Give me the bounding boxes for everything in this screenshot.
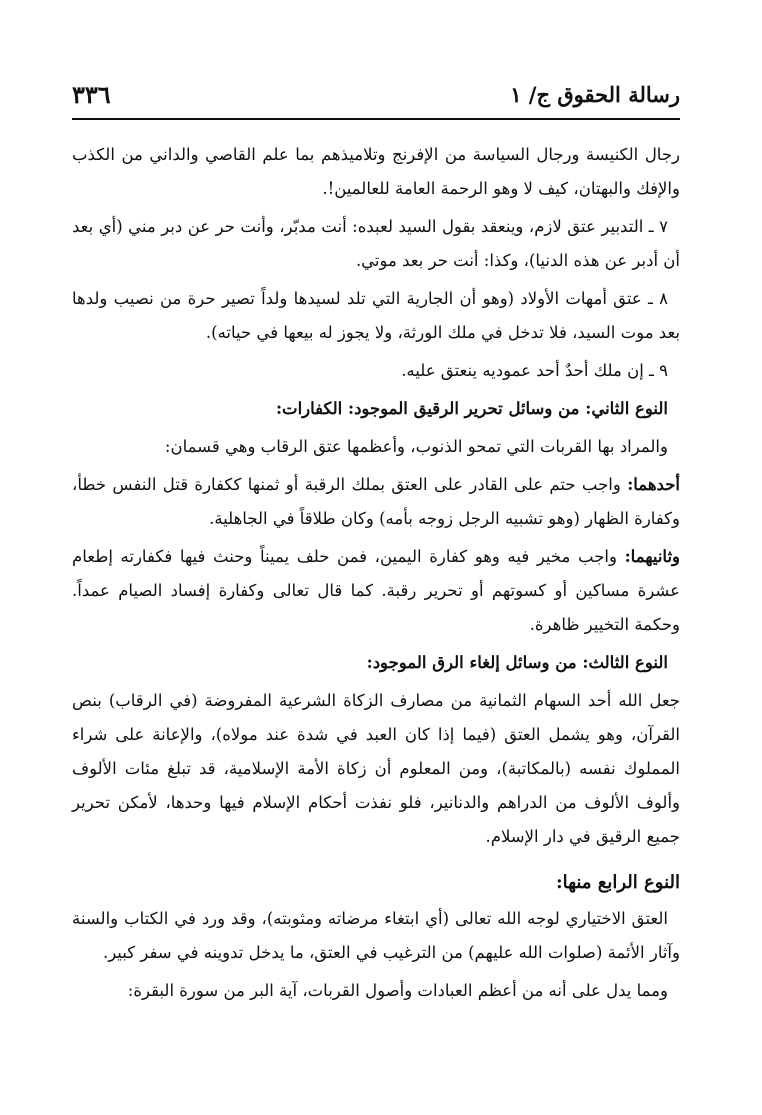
second-text: واجب مخير فيه وهو كفارة اليمين، فمن حلف يميناً وحنث فيها فكفارته إطعام عشرة مساكين أو كسوتهم أو تحرير رقبة. كما قال تعالى وكفارة إفساد الصيام عمداً. وحكمة التخيير ظاهرة. <box>72 547 680 634</box>
paragraph-item-9: ٩ ـ إن ملك أحدٌ أحد عموديه ينعتق عليه. <box>401 361 668 380</box>
page-header <box>72 74 680 114</box>
section-heading-type-3: النوع الثالث: من وسائل إلغاء الرق الموجود: <box>366 653 668 672</box>
first-label: أحدهما: <box>627 475 680 494</box>
page-number: ٣٣٦ <box>72 79 111 109</box>
running-title: رسالة الحقوق ج/ ١ <box>510 81 680 107</box>
section-heading-type-2: النوع الثاني: من وسائل تحرير الرقيق الموجود: الكفارات: <box>275 399 668 418</box>
second-label: وثانيهما: <box>624 547 680 566</box>
paragraph-type-2-second <box>72 540 680 642</box>
paragraph-type-3: جعل الله أحد السهام الثمانية من مصارف الزكاة الشرعية المفروضة (في الرقاب) بنص القرآن، وهو يشمل العتق (فيما إذا كان العبد في شدة عند مولاه)، والإعانة على شراء المملوك نفسه (بالمكاتبة)، ومن المعلوم أن زكاة الأمة الإسلامية، قد تبلغ مئات الألوف وألوف الألوف من الدراهم والدنانير، فلو نفذت أحكام الإسلام فيها وحدها، لأمكن تحرير جميع الرقيق في دار الإسلام. <box>72 691 680 846</box>
first-text: واجب حتم على القادر على العتق بملك الرقبة أو ثمنها ككفارة قتل النفس خطأ، وكفارة الظهار (وهو تشبيه الرجل زوجه بأمه) وكان طلاقاً في الجاهلية. <box>72 475 680 528</box>
section-heading-type-4: النوع الرابع منها: <box>556 872 680 893</box>
paragraph-item-8: ٨ ـ عتق أمهات الأولاد (وهو أن الجارية التي تلد لسيدها ولداً تصير حرة من نصيب ولدها بعد موت السيد، فلا تدخل في ملك الورثة، ولا يجوز له بيعها في حياته). <box>72 289 680 342</box>
paragraph-intro: رجال الكنيسة ورجال السياسة من الإفرنج وتلاميذهم بما علم القاصي والداني من الكذب والإفك والبهتان، كيف لا وهو الرحمة العامة للعالمين!. <box>72 145 680 198</box>
page-body <box>72 138 680 1012</box>
paragraph-type-4-last: ومما يدل على أنه من أعظم العبادات وأصول القربات، آية البر من سورة البقرة: <box>127 981 668 1000</box>
header-divider <box>72 118 680 120</box>
paragraph-type-2-intro: والمراد بها القربات التي تمحو الذنوب، وأعظمها عتق الرقاب وهي قسمان: <box>164 437 668 456</box>
paragraph-type-2-first <box>72 468 680 536</box>
paragraph-item-7: ٧ ـ التدبير عتق لازم، وينعقد بقول السيد لعبده: أنت مدبّر، وأنت حر عن دبر مني (أي بعد أن أدبر عن هذه الدنيا)، وكذا: أنت حر بعد موتي. <box>72 217 680 270</box>
paragraph-type-4: العتق الاختياري لوجه الله تعالى (أي ابتغاء مرضاته ومثوبته)، وقد ورد في الكتاب والسنة وآثار الأئمة (صلوات الله عليهم) من الترغيب في العتق، ما يدخل تدوينه في سفر كبير. <box>72 909 680 962</box>
